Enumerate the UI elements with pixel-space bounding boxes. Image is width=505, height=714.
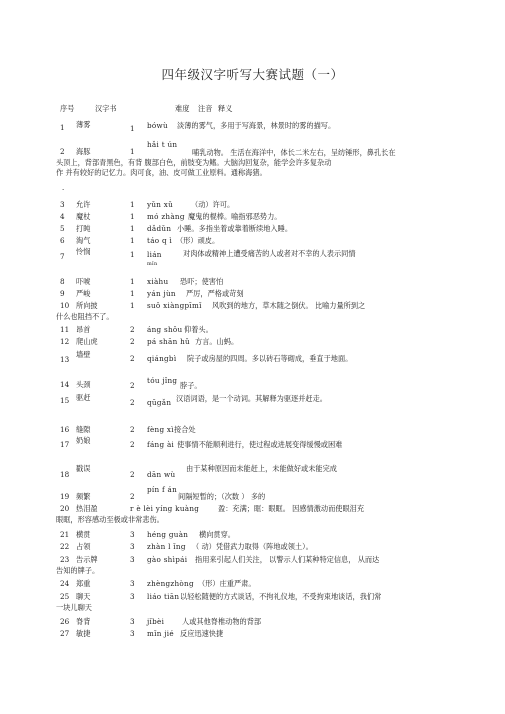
entry-explanation: 由于某种原因而未能赶上，未能做好或未能完成 (186, 464, 337, 473)
entry-explanation: 脖子。 (180, 381, 202, 390)
entry-pinyin: dān wù (147, 470, 176, 479)
entry-word: 脊背 (76, 617, 91, 626)
entry-pinyin: yǔn xǔ (147, 200, 174, 209)
entry-explanation: 人或其他脊椎动物的背部 (182, 617, 262, 626)
entry-level: 2 (130, 398, 135, 407)
entry-explanation: 接合处 (174, 425, 196, 434)
entry-pinyin: fáng ài (147, 440, 175, 449)
entry-word: 墙壁 (76, 350, 91, 359)
entry-pinyin: hǎi t ún (147, 140, 178, 149)
entry-explanation: 反应迅速快捷 (180, 629, 224, 638)
entry-word: 热泪盈 (76, 504, 98, 513)
header-number: 序号 (60, 104, 75, 113)
entry-number: 18 (60, 470, 70, 479)
entry-word: 郑重 (76, 579, 91, 588)
entry-pinyin: mó zhàng (147, 212, 185, 221)
entry-pinyin: bówù (147, 121, 168, 130)
entry-number: 17 (60, 440, 70, 449)
entry-pinyin: jǐbèi (147, 617, 165, 626)
entry-level: 2 (130, 470, 135, 479)
entry-number: 5 (60, 224, 65, 233)
entry-word: 打盹 (76, 224, 91, 233)
header-word: 汉字书 (95, 104, 117, 113)
entry-level: 3 (130, 592, 135, 601)
entry-continuation: 告知的牌子。 (56, 566, 100, 575)
entry-level: 3 (130, 617, 135, 626)
entry-number: 11 (60, 325, 70, 334)
entry-number: 16 (60, 425, 70, 434)
entry-continuation: 眼眶，形容感动至极或非常悲伤。 (56, 515, 164, 524)
entry-level: 1 (130, 277, 135, 286)
entry-level: 3 (130, 530, 135, 539)
entry-explanation: 方言。山蚂。 (195, 337, 239, 346)
entry-level: 1 (130, 200, 135, 209)
entry-number: 23 (60, 555, 70, 564)
entry-number: 26 (60, 617, 70, 626)
entry-explanation: 哺乳动物。 生活在海洋中，体长二米左右，呈纺锤形，鼻孔长在 (192, 148, 396, 157)
entry-word: 所向披 (76, 301, 98, 310)
entry-pinyin: lián (147, 250, 162, 259)
entry-level: 1 (130, 289, 135, 298)
entry-pinyin: mǐn jié (147, 629, 174, 638)
table-header (60, 104, 480, 114)
entry-level: 1 (130, 147, 135, 156)
entry-word: 魔杖 (76, 212, 91, 221)
entry-word: 驱赶 (76, 393, 91, 402)
entry-pinyin: gào shìpái (147, 555, 188, 564)
entry-number: 7 (60, 252, 65, 261)
entry-word: 爬山虎 (76, 337, 98, 346)
entry-continuation: 什么也阻挡不了。 (56, 312, 114, 321)
entry-word: 横贯 (76, 530, 91, 539)
entry-word: 头颈 (76, 380, 91, 389)
header-explain: 释义 (218, 104, 233, 113)
entry-level: 2 (130, 425, 135, 434)
entry-explanation: 魔鬼的棍棒。喻指邪恶势力。 (188, 212, 282, 221)
entry-word: 告示牌 (76, 555, 98, 564)
entry-word: 怜悯 (76, 247, 91, 256)
entry-explanation: 小睡。多指坐着或靠着断续地入睡。 (177, 224, 293, 233)
entry-word: 吓唬 (76, 277, 91, 286)
entry-number: 1 (60, 123, 65, 132)
entry-explanation: （动）许可。 (191, 200, 235, 209)
entry-pinyin: qūgǎn (147, 398, 172, 407)
entry-number: 15 (60, 396, 70, 405)
entry-word: 缝隙 (76, 425, 91, 434)
entry-continuation: 作 并有较好的记忆力。肉可食，油、皮可做工业原料。通称海猪。 (56, 168, 267, 177)
entry-pinyin: xiàhu (147, 277, 169, 286)
entry-continuation: 一块儿聊天 (56, 603, 92, 612)
entry-pinyin: liáo tiān (147, 592, 180, 601)
entry-number: 8 (60, 277, 65, 286)
entry-pinyin: fèng xì (147, 425, 174, 434)
entry-explanation: 汉语词语，是一个动词。其解释为驱逐并赶走。 (176, 394, 327, 403)
entry-level: 2 (130, 325, 135, 334)
entry-level: 3 (130, 542, 135, 551)
entry-level: 1 (130, 250, 135, 259)
entry-pinyin: suǒ xiàngpīmǐ (147, 301, 202, 310)
entry-explanation: 仰着头。 (184, 325, 213, 334)
entry-explanation: 横向贯穿。 (199, 530, 235, 539)
entry-continuation: 头顶上，背部青黑色，有背 腹部白色，前肢变为鳍。大脑沟回复杂，能学会许多复杂动 (56, 158, 332, 167)
entry-explanation: 院子或房屋的四周。多以砖石等砌成，垂直于地面。 (187, 354, 353, 363)
entry-level: 2 (130, 440, 135, 449)
entry-number: 19 (60, 492, 70, 501)
entry-pinyin: zhàn l ǐng (147, 542, 186, 551)
entry-explanation: 风吹到的地方，草木随之倒伏。 比喻力量所到之 (212, 301, 366, 310)
entry-number: 21 (60, 530, 70, 539)
entry-word: 奶娘 (76, 436, 91, 445)
entry-pinyin: pín f án (147, 485, 178, 494)
entry-word: 敏捷 (76, 629, 91, 638)
entry-word: 昂首 (76, 325, 91, 334)
entry-level: 3 (130, 579, 135, 588)
entry-pinyin: táo q ì (147, 236, 173, 245)
entry-level: 1 (130, 301, 135, 310)
entry-pinyin: dǎdǔn (147, 224, 172, 233)
entry-level: 1 (130, 236, 135, 245)
entry-number: 9 (60, 289, 65, 298)
entry-number: 14 (60, 380, 70, 389)
entry-level: 1 (130, 224, 135, 233)
entry-explanation: （ 动）凭借武力取得（阵地或领土）。 (192, 542, 313, 551)
entry-pinyin: qiángbì (147, 354, 177, 363)
entry-explanation: 指用来引起人们关注， 以警示人们某种特定信息， 从而达 (195, 555, 380, 564)
entry-number: 27 (60, 629, 70, 638)
entry-word: 淘气 (76, 236, 91, 245)
entry-pinyin: zhèngzhòng (147, 579, 194, 588)
entry-word: 严峻 (76, 289, 91, 298)
entry-explanation: 间隔短暂的；（次数 ） 多的 (178, 492, 266, 501)
entry-explanation: （形）庄重严肃。 (198, 579, 256, 588)
entry-level: 3 (130, 555, 135, 564)
entry-word: 海豚 (76, 147, 91, 156)
entry-level: 1 (130, 124, 135, 133)
entry-explanation: 恐吓；使害怕 (180, 277, 224, 286)
entry-explanation: 以轻松随便的方式谈话，不拘礼仪地，不受拘束地谈话，我们常 (180, 592, 382, 601)
entry-explanation: 对肉体或精神上遭受痛苦的人或者对不幸的人表示同情 (183, 249, 356, 258)
entry-pinyin-second: mǐn (147, 261, 158, 267)
entry-number: 6 (60, 236, 65, 245)
entry-pinyin: tóu jǐng (147, 376, 178, 385)
entry-word: 戳误 (76, 464, 91, 473)
entry-explanation: 严厉，严格或苛刻 (186, 289, 244, 298)
entry-number: 24 (60, 579, 70, 588)
stray-dot: · (62, 186, 65, 194)
entry-number: 22 (60, 542, 70, 551)
entry-number: 2 (60, 147, 65, 156)
entry-word: 允许 (76, 200, 91, 209)
entry-explanation: 盈：充满；眶：眼眶。 因感情激动而使眼泪充 (218, 504, 365, 513)
entry-number: 20 (60, 504, 70, 513)
entry-word: 占领 (76, 542, 91, 551)
entry-number: 13 (60, 355, 70, 364)
entry-pinyin: r è lèi yíng kuàng (130, 504, 200, 513)
entry-level: 1 (130, 212, 135, 221)
entry-word: 频繁 (76, 492, 91, 501)
entry-pinyin: héng guàn (147, 530, 189, 539)
page-title: 四年级汉字听写大赛试题（一） (161, 67, 344, 82)
entry-number: 10 (60, 301, 70, 310)
header-pinyin: 注音 (198, 104, 213, 113)
entry-pinyin: yán jùn (147, 289, 176, 298)
entry-level: 3 (130, 629, 135, 638)
entry-number: 4 (60, 212, 65, 221)
entry-word: 聊天 (76, 592, 91, 601)
entry-explanation: 淡薄的雾气，多用于写海景，林景时的雾的描写。 (177, 121, 336, 130)
entry-level: 2 (130, 354, 135, 363)
entry-number: 12 (60, 337, 70, 346)
entry-level: 2 (130, 492, 135, 501)
entry-level: 2 (130, 337, 135, 346)
entry-pinyin: pá shān hǔ (147, 337, 190, 346)
entry-number: 3 (60, 200, 65, 209)
entry-explanation: （形）顽皮。 (176, 236, 220, 245)
entry-explanation: 使事情不能顺利进行，使过程或进展变得缓慢或困难 (177, 440, 343, 449)
header-level: 难度 (175, 104, 190, 113)
entry-word: 薄雾 (76, 120, 91, 129)
entry-pinyin: áng shǒu (147, 325, 183, 334)
entry-level: 2 (130, 381, 135, 390)
entry-number: 25 (60, 592, 70, 601)
